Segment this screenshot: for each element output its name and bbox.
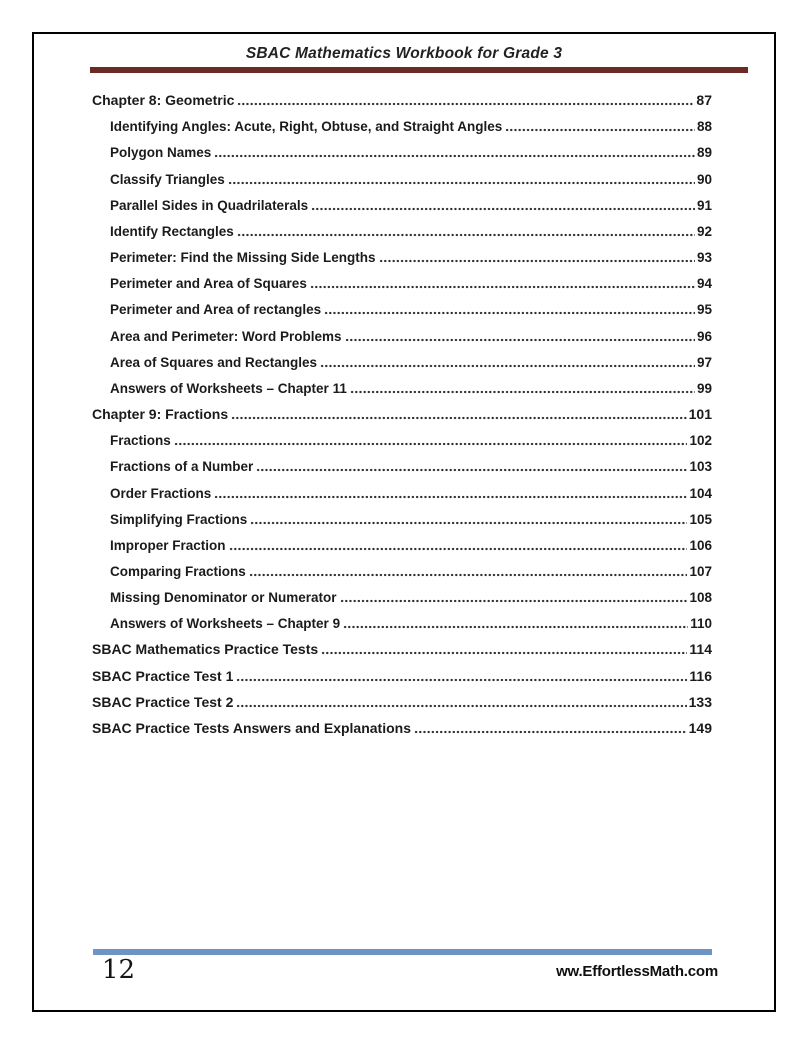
toc-entry-page: 96 bbox=[696, 328, 712, 344]
toc-entry-page: 110 bbox=[690, 616, 712, 632]
toc-entry bbox=[92, 321, 712, 347]
toc-entry bbox=[92, 714, 712, 740]
footer-rule bbox=[93, 949, 712, 955]
toc-leader-dots bbox=[174, 442, 688, 446]
toc-entry-label: Simplifying Fractions bbox=[110, 511, 248, 527]
toc-entry bbox=[92, 609, 712, 635]
toc-entry-page: 93 bbox=[696, 250, 712, 266]
toc-entry bbox=[92, 505, 712, 531]
toc-entry-page: 97 bbox=[696, 354, 712, 370]
toc-leader-dots bbox=[343, 625, 688, 629]
toc-entry-page: 149 bbox=[688, 719, 712, 736]
toc-entry-page: 101 bbox=[688, 406, 712, 423]
toc-entry-label: Answers of Worksheets – Chapter 11 bbox=[110, 380, 347, 396]
toc-entry-label: Parallel Sides in Quadrilaterals bbox=[110, 197, 309, 213]
footer-page-number: 12 bbox=[102, 955, 136, 985]
toc-entry-page: 108 bbox=[689, 590, 712, 606]
toc-entry bbox=[92, 400, 712, 426]
toc-entry-label: SBAC Practice Test 2 bbox=[92, 693, 234, 710]
toc-leader-dots bbox=[214, 495, 687, 499]
page-header-title: SBAC Mathematics Workbook for Grade 3 bbox=[245, 45, 563, 62]
toc-entry-page: 102 bbox=[689, 433, 712, 449]
toc-entry bbox=[92, 348, 712, 374]
toc-entry-page: 87 bbox=[696, 92, 712, 109]
toc-leader-dots bbox=[311, 207, 695, 211]
toc-leader-dots bbox=[229, 547, 688, 551]
toc-entry-page: 91 bbox=[696, 197, 712, 213]
toc-entry-label: Classify Triangles bbox=[110, 171, 225, 187]
toc-leader-dots bbox=[320, 364, 695, 368]
toc-entry-label: Perimeter and Area of rectangles bbox=[110, 302, 322, 318]
toc-entry-page: 95 bbox=[696, 302, 712, 318]
toc-entry bbox=[92, 426, 712, 452]
toc-leader-dots bbox=[236, 678, 687, 682]
toc-entry-label: Fractions of a Number bbox=[110, 459, 254, 475]
toc-entry bbox=[92, 583, 712, 609]
toc-leader-dots bbox=[321, 651, 687, 655]
toc-entry bbox=[92, 531, 712, 557]
toc-entry-label: Chapter 9: Fractions bbox=[92, 406, 229, 423]
toc-entry-page: 106 bbox=[689, 537, 712, 553]
toc-entry-label: Perimeter and Area of Squares bbox=[110, 276, 307, 292]
toc-entry-label: SBAC Practice Test 1 bbox=[92, 667, 234, 684]
toc-entry bbox=[92, 191, 712, 217]
toc-leader-dots bbox=[228, 181, 695, 185]
toc-entry-page: 107 bbox=[689, 563, 712, 579]
toc-entry bbox=[92, 243, 712, 269]
toc-entry bbox=[92, 86, 712, 112]
toc-entry bbox=[92, 557, 712, 583]
toc-entry-page: 90 bbox=[696, 171, 712, 187]
toc-entry-page: 99 bbox=[696, 380, 712, 396]
toc-entry bbox=[92, 112, 712, 138]
toc-list bbox=[92, 86, 712, 740]
page-border-frame bbox=[32, 32, 776, 1012]
header-rule bbox=[90, 67, 748, 73]
toc-leader-dots bbox=[236, 704, 686, 708]
toc-entry-label: Fractions bbox=[110, 433, 171, 449]
toc-entry-page: 133 bbox=[688, 693, 712, 710]
toc-entry bbox=[92, 138, 712, 164]
toc-leader-dots bbox=[345, 338, 695, 342]
toc-entry-page: 114 bbox=[689, 641, 712, 658]
toc-leader-dots bbox=[237, 233, 695, 237]
toc-entry-page: 94 bbox=[696, 276, 712, 292]
toc-leader-dots bbox=[249, 573, 688, 577]
toc-entry-page: 88 bbox=[696, 119, 712, 135]
toc-entry-page: 116 bbox=[689, 667, 712, 684]
toc-entry-label: Identifying Angles: Acute, Right, Obtuse, and Straight Angles bbox=[110, 119, 503, 135]
toc-entry-label: SBAC Practice Tests Answers and Explanations bbox=[92, 719, 411, 736]
toc-entry-page: 92 bbox=[696, 223, 712, 239]
toc-leader-dots bbox=[231, 416, 687, 420]
toc-entry bbox=[92, 295, 712, 321]
toc-entry-label: Order Fractions bbox=[110, 485, 212, 501]
toc-leader-dots bbox=[214, 154, 695, 158]
toc-entry-page: 105 bbox=[689, 511, 712, 527]
toc-entry-label: SBAC Mathematics Practice Tests bbox=[92, 641, 319, 658]
toc-entry bbox=[92, 269, 712, 295]
toc-leader-dots bbox=[310, 285, 695, 289]
toc-entry bbox=[92, 217, 712, 243]
toc-entry bbox=[92, 661, 712, 687]
toc-entry-label: Comparing Fractions bbox=[110, 563, 246, 579]
toc-leader-dots bbox=[340, 599, 688, 603]
toc-entry bbox=[92, 635, 712, 661]
toc-entry-label: Identify Rectangles bbox=[110, 223, 234, 239]
toc-entry bbox=[92, 478, 712, 504]
toc-entry bbox=[92, 164, 712, 190]
footer-website-text: ww.EffortlessMath.com bbox=[556, 963, 718, 980]
toc-leader-dots bbox=[350, 390, 695, 394]
toc-leader-dots bbox=[237, 102, 694, 106]
toc-entry-label: Area and Perimeter: Word Problems bbox=[110, 328, 342, 344]
toc-entry-label: Answers of Worksheets – Chapter 9 bbox=[110, 616, 341, 632]
toc-entry-label: Perimeter: Find the Missing Side Lengths bbox=[110, 250, 376, 266]
toc-leader-dots bbox=[256, 468, 687, 472]
toc-entry-page: 103 bbox=[689, 459, 712, 475]
toc-leader-dots bbox=[250, 521, 687, 525]
toc-leader-dots bbox=[414, 730, 687, 734]
toc-entry-label: Improper Fraction bbox=[110, 537, 226, 553]
toc-entry-label: Polygon Names bbox=[110, 145, 212, 161]
toc-entry-page: 89 bbox=[696, 145, 712, 161]
toc-entry-label: Chapter 8: Geometric bbox=[92, 92, 235, 109]
toc-entry-label: Missing Denominator or Numerator bbox=[110, 590, 337, 606]
toc-entry bbox=[92, 374, 712, 400]
toc-entry bbox=[92, 688, 712, 714]
toc-leader-dots bbox=[324, 311, 695, 315]
toc-leader-dots bbox=[379, 259, 695, 263]
toc-entry-label: Area of Squares and Rectangles bbox=[110, 354, 318, 370]
toc-entry bbox=[92, 452, 712, 478]
toc-entry-page: 104 bbox=[689, 485, 712, 501]
toc-leader-dots bbox=[505, 128, 695, 132]
